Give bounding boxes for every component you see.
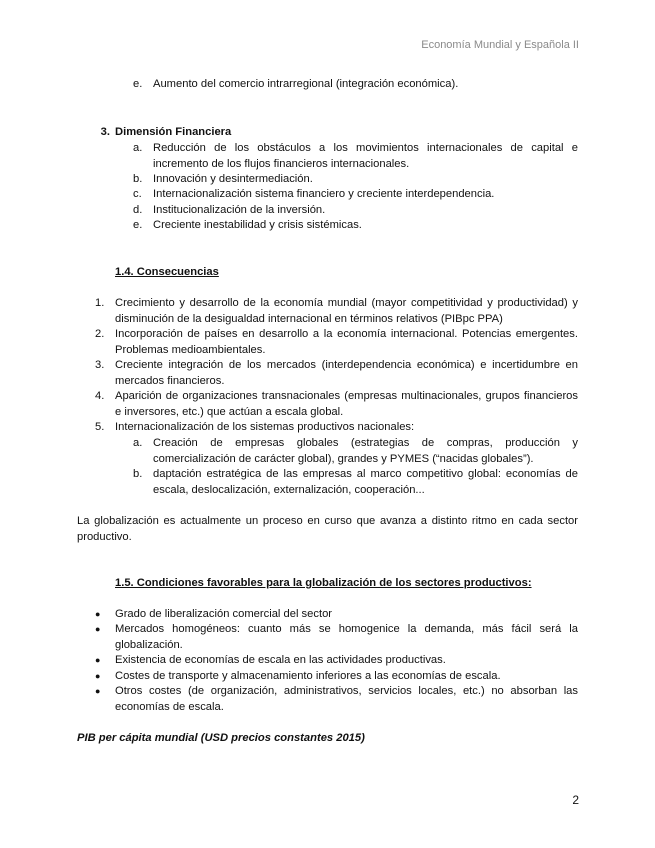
section-title: Dimensión Financiera <box>115 126 232 138</box>
list-item <box>133 141 578 172</box>
list-item <box>95 358 578 389</box>
list-item-text: Institucionalización de la inversión. <box>153 204 326 216</box>
list-marker: a. <box>133 437 143 449</box>
bullet-icon: ● <box>95 686 101 696</box>
list-marker: 5. <box>95 421 105 433</box>
list-item-text: Reducción de los obstáculos a los movimientos internacionales de capital e incremento de los flujos financieros internacionales. <box>153 142 578 170</box>
list-item <box>95 389 578 420</box>
list-item-text: Internacionalización sistema financiero y creciente interdependencia. <box>153 188 495 200</box>
section-heading-consecuencias: 1.4. Consecuencias <box>115 266 219 278</box>
list-marker: 1. <box>95 297 105 309</box>
bullet-item <box>95 622 578 653</box>
list-item-text: Crecimiento y desarrollo de la economía mundial (mayor competitividad y productividad) y disminución de la desigualdad internacional en términos relativos (PIBpc PPA) <box>115 297 578 325</box>
list-item-text: Aumento del comercio intrarregional (integración económica). <box>153 78 459 90</box>
section-heading-condiciones: 1.5. Condiciones favorables para la globalización de los sectores productivos: <box>115 577 532 589</box>
list-item <box>133 218 578 234</box>
section-heading-financiera <box>95 125 231 141</box>
list-item-text: Aparición de organizaciones transnacionales (empresas multinacionales, grupos financieros e inversores, etc.) que actúan a escala global. <box>115 390 578 418</box>
list-marker: b. <box>133 468 143 480</box>
body-paragraph: La globalización es actualmente un proceso en curso que avanza a distinto ritmo en cada sector productivo. <box>77 515 578 543</box>
bullet-icon: ● <box>95 624 101 634</box>
list-item-text: Existencia de economías de escala en las actividades productivas. <box>115 654 446 666</box>
bullet-item <box>95 607 578 623</box>
bullet-icon: ● <box>95 671 101 681</box>
list-item-text: Grado de liberalización comercial del sector <box>115 608 333 620</box>
list-item <box>133 187 578 203</box>
list-item-text: daptación estratégica de las empresas al marco competitivo global: economías de escala, deslocalización, externalización, cooperación... <box>153 468 578 496</box>
list-item-text: Creciente inestabilidad y crisis sistémicas. <box>153 219 362 231</box>
list-marker: d. <box>133 204 143 216</box>
list-item-text: Creciente integración de los mercados (interdependencia económica) e incertidumbre en mercados financieros. <box>115 359 578 387</box>
bullet-item <box>95 669 578 685</box>
bullet-icon: ● <box>95 655 101 665</box>
list-marker: a. <box>133 142 143 154</box>
list-item <box>95 420 578 436</box>
list-item-text: Mercados homogéneos: cuanto más se homogenice la demanda, más fácil será la globalización. <box>115 623 578 651</box>
list-marker: c. <box>133 188 142 200</box>
bullet-item <box>95 684 578 715</box>
list-item <box>133 203 578 219</box>
list-item <box>95 296 578 327</box>
list-item <box>133 77 578 93</box>
list-item-text: Incorporación de países en desarrollo a la economía internacional. Potencias emergentes. Problemas medioambientales. <box>115 328 578 356</box>
list-marker: b. <box>133 173 143 185</box>
bullet-icon: ● <box>95 609 101 619</box>
list-marker: 2. <box>95 328 105 340</box>
sub-list-item <box>133 467 578 498</box>
list-marker: e. <box>133 219 143 231</box>
figure-caption: PIB per cápita mundial (USD precios constantes 2015) <box>77 732 365 744</box>
list-marker: 4. <box>95 390 105 402</box>
sub-list-item <box>133 436 578 467</box>
list-item <box>133 172 578 188</box>
list-marker: 3. <box>100 126 110 138</box>
list-item-text: Otros costes (de organización, administrativos, servicios locales, etc.) no absorban las economías de escala. <box>115 685 578 713</box>
page-number: 2 <box>572 793 579 807</box>
list-item <box>95 327 578 358</box>
list-item-text: Costes de transporte y almacenamiento inferiores a las economías de escala. <box>115 670 501 682</box>
document-header: Economía Mundial y Española II <box>421 39 579 51</box>
list-marker: e. <box>133 78 143 90</box>
list-marker: 3. <box>95 359 105 371</box>
list-item-text: Creación de empresas globales (estrategias de compras, producción y comercialización de carácter global), grandes y PYMES (“nacidas globales”). <box>153 437 578 465</box>
list-item-text: Internacionalización de los sistemas productivos nacionales: <box>115 421 415 433</box>
bullet-item <box>95 653 578 669</box>
list-item-text: Innovación y desintermediación. <box>153 173 313 185</box>
